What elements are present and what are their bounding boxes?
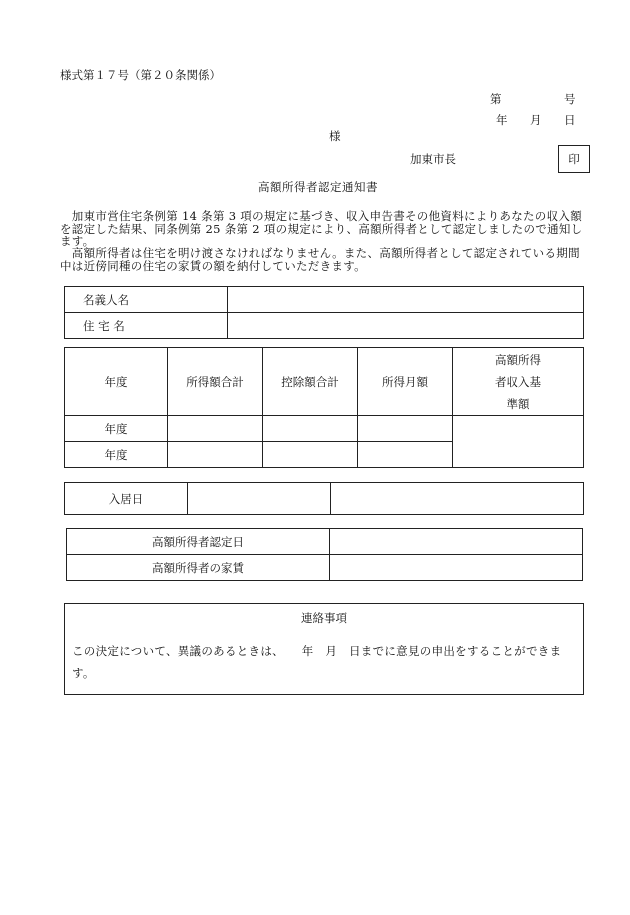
issuer-name: 加東市長 — [410, 152, 456, 166]
table-row — [65, 483, 584, 515]
move-in-field-2[interactable] — [331, 483, 584, 515]
header-income-total: 所得額合計 — [168, 348, 263, 416]
header-high-income-line-3: 準額 — [506, 396, 530, 411]
date-day: 日 — [564, 113, 576, 127]
monthly-income-cell[interactable] — [358, 442, 453, 468]
table-row — [65, 348, 584, 416]
header-deduction-total: 控除額合計 — [263, 348, 358, 416]
certification-date-label: 高額所得者認定日 — [67, 529, 330, 555]
header-high-income-standard — [453, 348, 584, 416]
table-row — [67, 555, 583, 581]
header-high-income-line-1: 高額所得 — [495, 352, 541, 367]
header-year: 年度 — [65, 348, 168, 416]
document-title: 高額所得者認定通知書 — [258, 180, 378, 194]
high-income-rent-field[interactable] — [330, 555, 583, 581]
header-monthly-income: 所得月額 — [358, 348, 453, 416]
doc-number-dai: 第 — [490, 92, 502, 106]
holder-name-label: 名義人名 — [65, 287, 228, 313]
deduction-total-cell[interactable] — [263, 442, 358, 468]
notice-title: 連絡事項 — [301, 611, 347, 625]
table-row — [65, 416, 584, 442]
form-number: 様式第１７号（第２０条関係） — [60, 68, 221, 82]
table-row — [67, 529, 583, 555]
monthly-income-cell[interactable] — [358, 416, 453, 442]
date-month: 月 — [530, 113, 542, 127]
table-row — [65, 313, 584, 339]
housing-name-field[interactable] — [228, 313, 584, 339]
holder-name-field[interactable] — [228, 287, 584, 313]
notice-box — [64, 603, 584, 695]
notice-body: この決定について、異議のあるときは、 年 月 日までに意見の申出をすることができます。 — [72, 644, 562, 680]
date-year: 年 — [496, 113, 508, 127]
table-row — [65, 287, 584, 313]
high-income-standard-cell[interactable] — [453, 416, 584, 468]
holder-table — [64, 286, 584, 339]
seal-box: 印 — [558, 145, 590, 173]
income-total-cell[interactable] — [168, 442, 263, 468]
row-year-label: 年度 — [65, 416, 168, 442]
certification-table — [66, 528, 583, 581]
certification-date-field[interactable] — [330, 529, 583, 555]
income-table — [64, 347, 584, 468]
income-total-cell[interactable] — [168, 416, 263, 442]
deduction-total-cell[interactable] — [263, 416, 358, 442]
move-in-table — [64, 482, 584, 515]
header-high-income-line-2: 者収入基 — [495, 374, 541, 389]
move-in-label: 入居日 — [65, 483, 188, 515]
row-year-label: 年度 — [65, 442, 168, 468]
housing-name-label: 住 宅 名 — [65, 313, 228, 339]
doc-number-go: 号 — [564, 92, 576, 106]
paragraph-2: 高額所得者は住宅を明け渡さなければなりません。また、高額所得者として認定されている期間中は近傍同種の住宅の家賃の額を納付していただきます。 — [60, 246, 580, 273]
addressee-suffix: 様 — [329, 129, 341, 143]
move-in-field-1[interactable] — [188, 483, 331, 515]
high-income-rent-label: 高額所得者の家賃 — [67, 555, 330, 581]
paragraph-1: 加東市営住宅条例第 14 条第 3 項の規定に基づき、収入申告書その他資料によりあなたの収入額を認定した結果、同条例第 25 条第 2 項の規定により、高額所得者として認定しましたので通知します。 — [60, 209, 583, 248]
